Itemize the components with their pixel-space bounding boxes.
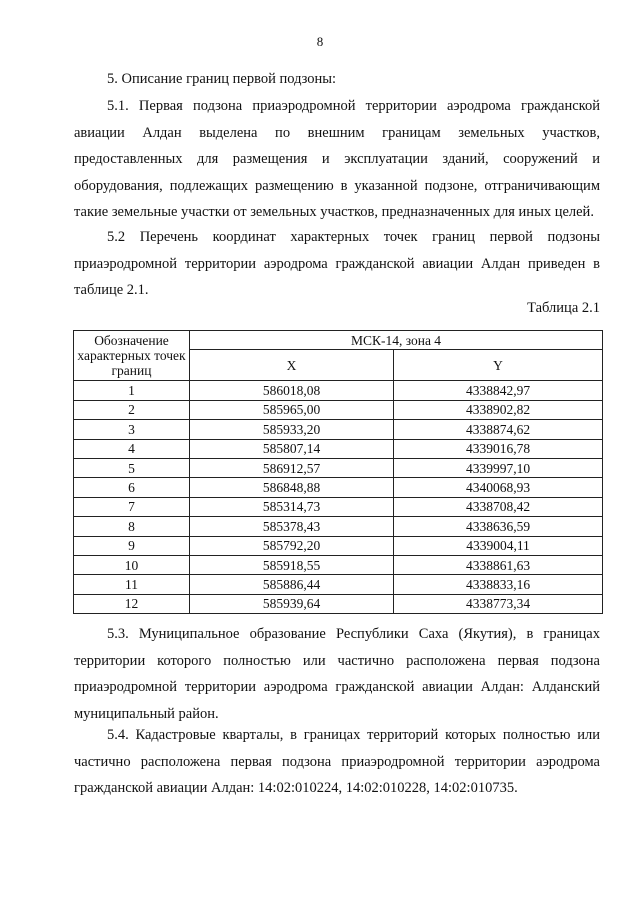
cell-y: 4338861,63: [394, 555, 603, 574]
cell-y: 4338708,42: [394, 497, 603, 516]
cell-x: 585918,55: [190, 555, 394, 574]
cell-n: 8: [74, 517, 190, 536]
cell-x: 586848,88: [190, 478, 394, 497]
header-y: Y: [394, 350, 603, 381]
cell-n: 3: [74, 420, 190, 439]
page-number: 8: [316, 34, 324, 49]
cell-n: 1: [74, 381, 190, 400]
table-row: [74, 575, 603, 594]
cell-y: 4339016,78: [394, 439, 603, 458]
table-row: [74, 555, 603, 574]
paragraph-5-3: 5.3. Муниципальное образование Республики Саха (Якутия), в границах территории которого полностью или частично расположена первая подзона приаэродромной территории аэродрома гражданской авиации Алдан: Алданский муниципальный район.: [74, 626, 600, 722]
cell-x: 585939,64: [190, 594, 394, 613]
cell-y: 4339004,11: [394, 536, 603, 555]
cell-x: 585933,20: [190, 420, 394, 439]
table-row: [74, 458, 603, 477]
coordinates-table: [73, 330, 603, 614]
cell-x: 585792,20: [190, 536, 394, 555]
cell-y: 4338874,62: [394, 420, 603, 439]
cell-n: 10: [74, 555, 190, 574]
cell-x: 585965,00: [190, 400, 394, 419]
cell-y: 4338636,59: [394, 517, 603, 536]
paragraph-5-2: 5.2 Перечень координат характерных точек границ первой подзоны приаэродромной территории аэродрома гражданской авиации Алдан приведен в таблице 2.1.: [74, 229, 600, 298]
cell-n: 2: [74, 400, 190, 419]
cell-n: 9: [74, 536, 190, 555]
table-row: [74, 400, 603, 419]
cell-n: 11: [74, 575, 190, 594]
cell-x: 585886,44: [190, 575, 394, 594]
paragraph-5-1: 5.1. Первая подзона приаэродромной территории аэродрома гражданской авиации Алдан выделена по внешним границам земельных участков, предоставленных для размещения и эксплуатации зданий, сооружений и оборудования, подлежащих размещению в указанной подзоне, отграничивающим такие земельные участки от земельных участков, предназначенных для иных целей.: [74, 98, 600, 220]
cell-n: 7: [74, 497, 190, 516]
cell-n: 12: [74, 594, 190, 613]
table-row: [74, 517, 603, 536]
section-heading: 5. Описание границ первой подзоны:: [107, 71, 337, 87]
table-row: [74, 478, 603, 497]
cell-n: 5: [74, 458, 190, 477]
table-row: [74, 497, 603, 516]
cell-y: 4338773,34: [394, 594, 603, 613]
cell-y: 4338902,82: [394, 400, 603, 419]
paragraph-5-4: 5.4. Кадастровые кварталы, в границах территорий которых полностью или частично расположена первая подзона приаэродромной территории аэродрома гражданской авиации Алдан: 14:02:010224, 14:02:010228, 14:02:010735.: [74, 727, 600, 796]
cell-x: 585378,43: [190, 517, 394, 536]
header-point-designation: Обозначение характерных точек границ: [74, 331, 190, 381]
cell-y: 4338842,97: [394, 381, 603, 400]
table-row: [74, 536, 603, 555]
header-x: X: [190, 350, 394, 381]
cell-x: 586018,08: [190, 381, 394, 400]
cell-x: 585807,14: [190, 439, 394, 458]
cell-x: 585314,73: [190, 497, 394, 516]
cell-n: 6: [74, 478, 190, 497]
cell-y: 4339997,10: [394, 458, 603, 477]
cell-x: 586912,57: [190, 458, 394, 477]
cell-y: 4340068,93: [394, 478, 603, 497]
cell-y: 4338833,16: [394, 575, 603, 594]
table-row: [74, 420, 603, 439]
table-row: [74, 381, 603, 400]
table-caption: Таблица 2.1: [527, 300, 600, 316]
header-coordinate-system: МСК-14, зона 4: [190, 331, 603, 350]
table-row: [74, 594, 603, 613]
coordinates-table-body: [74, 381, 603, 614]
cell-n: 4: [74, 439, 190, 458]
table-row: [74, 439, 603, 458]
